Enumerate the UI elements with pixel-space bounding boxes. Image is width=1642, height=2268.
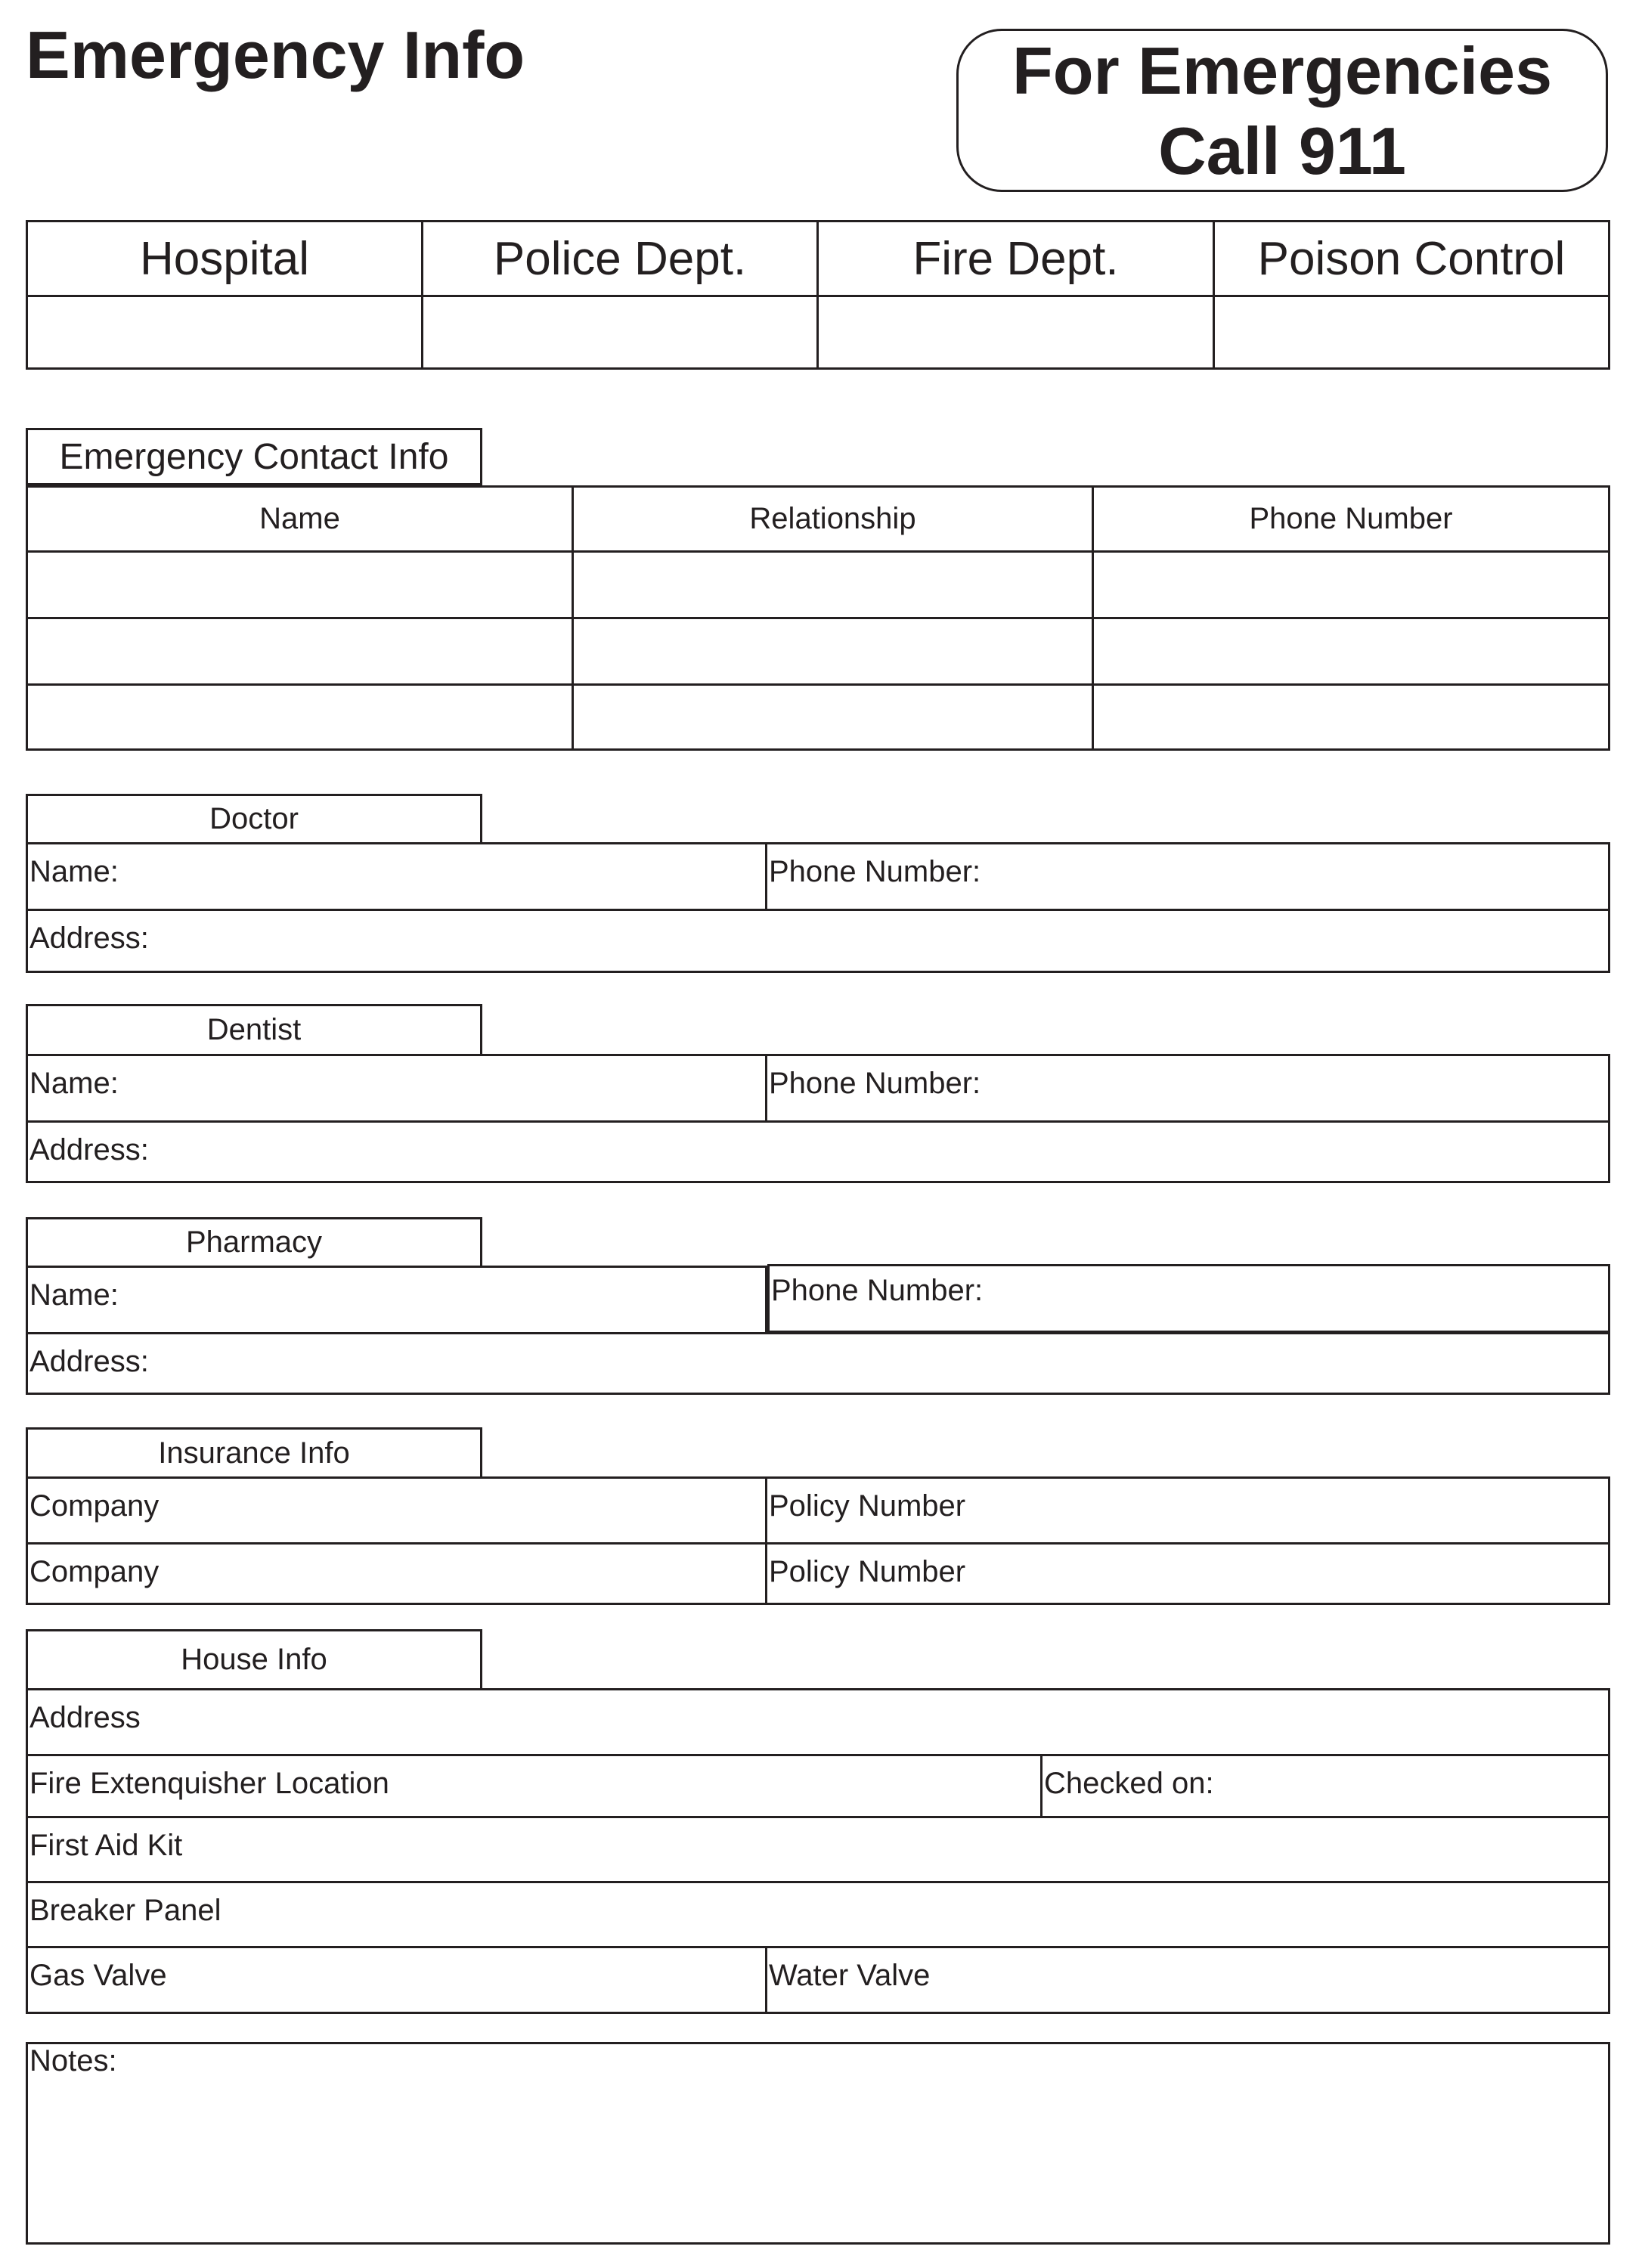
header-poison: Poison Control [1213, 220, 1610, 297]
insurance-policy-1[interactable]: Policy Number [765, 1476, 1610, 1545]
insurance-section-title: Insurance Info [26, 1427, 482, 1479]
contact-3-relationship[interactable] [572, 683, 1094, 751]
gas-valve-field[interactable]: Gas Valve [26, 1946, 767, 2014]
header-hospital: Hospital [26, 220, 423, 297]
doctor-name-field[interactable]: Name: [26, 842, 767, 911]
header-police: Police Dept. [421, 220, 819, 297]
notes-field[interactable]: Notes: [26, 2042, 1610, 2245]
pharmacy-phone-field[interactable]: Phone Number: [767, 1264, 1610, 1333]
hospital-field[interactable] [26, 295, 423, 370]
contact-2-phone[interactable] [1092, 617, 1610, 686]
emergency-callout [956, 29, 1608, 192]
dentist-name-field[interactable]: Name: [26, 1054, 767, 1123]
pharmacy-section-title: Pharmacy [26, 1217, 482, 1268]
pharmacy-name-field[interactable]: Name: [26, 1266, 767, 1334]
contacts-section-title: Emergency Contact Info [26, 428, 482, 485]
house-address-field[interactable]: Address [26, 1688, 1610, 1756]
fire-extinguisher-field[interactable]: Fire Extenquisher Location [26, 1754, 1043, 1818]
pharmacy-address-field[interactable]: Address: [26, 1332, 1610, 1395]
doctor-phone-field[interactable]: Phone Number: [765, 842, 1610, 911]
checked-on-field[interactable]: Checked on: [1040, 1754, 1610, 1818]
dentist-phone-field[interactable]: Phone Number: [765, 1054, 1610, 1123]
header-fire: Fire Dept. [816, 220, 1215, 297]
doctor-section-title: Doctor [26, 794, 482, 844]
col-header-phone: Phone Number [1092, 485, 1610, 553]
col-header-relationship: Relationship [572, 485, 1094, 553]
house-section-title: House Info [26, 1629, 482, 1690]
callout-line-2: Call 911 [1158, 113, 1406, 188]
insurance-company-1[interactable]: Company [26, 1476, 767, 1545]
callout-line-1: For Emergencies [1012, 33, 1553, 108]
col-header-name: Name [26, 485, 574, 553]
doctor-address-field[interactable]: Address: [26, 909, 1610, 973]
water-valve-field[interactable]: Water Valve [765, 1946, 1610, 2014]
page-title: Emergency Info [26, 17, 525, 92]
contact-2-name[interactable] [26, 617, 574, 686]
contact-3-name[interactable] [26, 683, 574, 751]
contact-1-name[interactable] [26, 550, 574, 619]
contact-3-phone[interactable] [1092, 683, 1610, 751]
poison-field[interactable] [1213, 295, 1610, 370]
insurance-policy-2[interactable]: Policy Number [765, 1542, 1610, 1605]
dentist-address-field[interactable]: Address: [26, 1120, 1610, 1183]
breaker-panel-field[interactable]: Breaker Panel [26, 1881, 1610, 1948]
fire-field[interactable] [816, 295, 1215, 370]
contact-1-relationship[interactable] [572, 550, 1094, 619]
contact-1-phone[interactable] [1092, 550, 1610, 619]
contact-2-relationship[interactable] [572, 617, 1094, 686]
first-aid-kit-field[interactable]: First Aid Kit [26, 1816, 1610, 1883]
insurance-company-2[interactable]: Company [26, 1542, 767, 1605]
police-field[interactable] [421, 295, 819, 370]
dentist-section-title: Dentist [26, 1004, 482, 1056]
